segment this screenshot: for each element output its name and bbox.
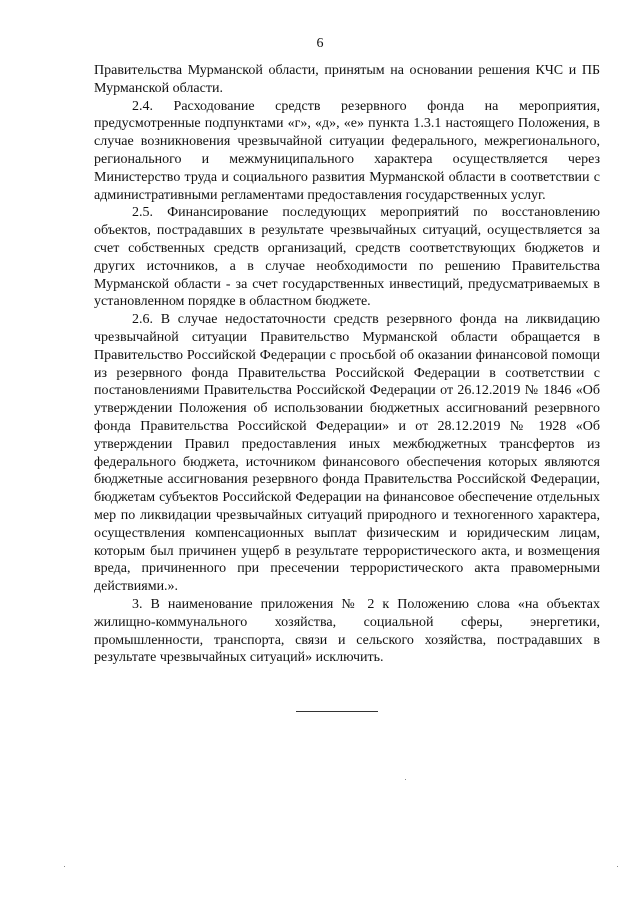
paragraph-3: 3. В наименование приложения № 2 к Положению слова «на объектах жилищно-коммунального хозяйства, социальной сферы, энергетики, промышленности, транспорта, связи и сельского хозяйства, пострадавших в результате чрезвычайных ситуаций» исключить. — [94, 596, 600, 666]
paragraph-2-6: 2.6. В случае недостаточности средств резервного фонда на ликвидацию чрезвычайной ситуации Правительство Мурманской области обращается в Правительство Российской Федерации с просьбой об оказании финансовой помощи из резервного фонда Правительства Российской Федерации в соответствии с постановлениями Правительства Российской Федерации от 26.12.2019 № 1846 «Об утверждении Положения об использовании бюджетных ассигнований резервного фонда Правительства Российской Федерации» и от 28.12.2019 № 1928 «Об утверждении Правил предоставления иных межбюджетных трансфертов из федерального бюджета, источником финансового обеспечения которых являются бюджетные ассигнования резервного фонда Правительства Российской Федерации, бюджетам субъектов Российской Федерации на финансовое обеспечение отдельных мер по ликвидации чрезвычайных ситуаций природного и техногенного характера, осуществления компенсационных выплат физическим и юридическим лицам, которым был причинен ущерб в результате террористического акта, и возмещения вреда, причиненного при пресечении террористического акта правомерными действиями.». — [94, 312, 600, 595]
scan-speck — [617, 866, 618, 867]
document-body — [94, 62, 600, 667]
scan-speck — [64, 866, 65, 867]
closing-separator-line — [296, 711, 378, 712]
paragraph-continuation: Правительства Мурманской области, принятым на основании решения КЧС и ПБ Мурманской области. — [94, 63, 600, 96]
page-number: 6 — [316, 36, 324, 51]
paragraph-2-5: 2.5. Финансирование последующих мероприятий по восстановлению объектов, пострадавших в результате чрезвычайных ситуаций, осуществляется за счет собственных средств организаций, средств соответствующих бюджетов и других источников, а в случае необходимости по решению Правительства Мурманской области - за счет государственных инвестиций, предусматриваемых в установленном порядке в областном бюджете. — [94, 205, 600, 310]
paragraph-2-4: 2.4. Расходование средств резервного фонда на мероприятия, предусмотренные подпунктами «г», «д», «е» пункта 1.3.1 настоящего Положения, в случае возникновения чрезвычайной ситуации федерального, межрегионального, регионального и межмуниципального характера осуществляется через Министерство труда и социального развития Мурманской области в соответствии с административными регламентами предоставления государственных услуг. — [94, 98, 600, 203]
scan-speck — [405, 779, 406, 780]
